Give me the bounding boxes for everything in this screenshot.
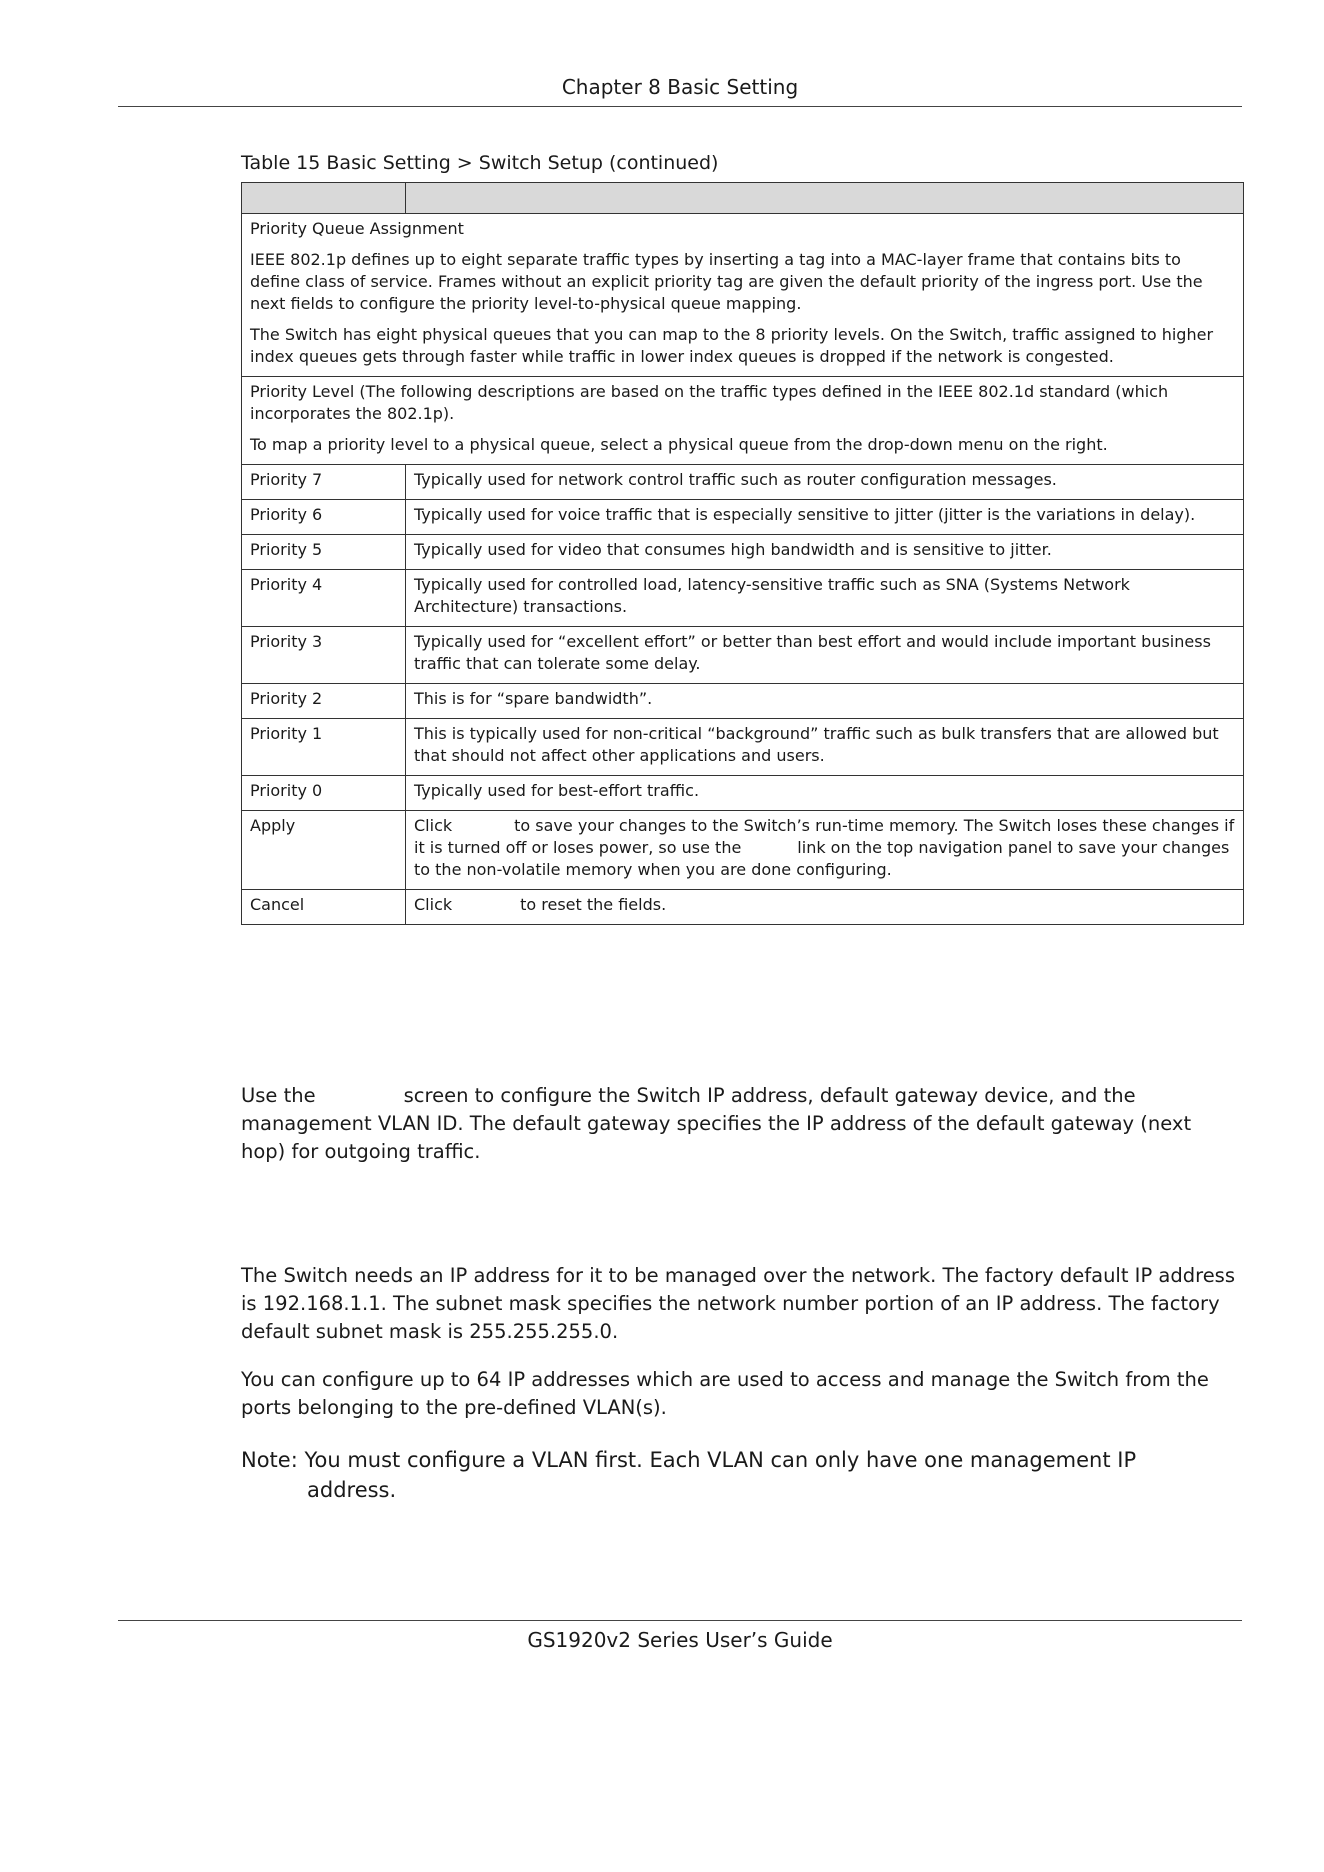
note-line: Note: You must configure a VLAN first. Each VLAN can only have one management IP [241, 1448, 1137, 1472]
table-row [242, 627, 1244, 684]
table-header-row [242, 183, 1244, 214]
row-label: Priority 1 [242, 719, 406, 776]
table-caption: Table 15 Basic Setting > Switch Setup (continued) [241, 152, 719, 174]
table-row [242, 535, 1244, 570]
table-row [242, 719, 1244, 776]
apply-text-3: link on the top navigation panel to save your changes to the non-volatile memory when you are done configuring. [414, 838, 1230, 879]
row-label: Priority 0 [242, 776, 406, 811]
intro-text-1: Use the [241, 1084, 316, 1107]
intro-text-2: screen to configure the Switch IP address, default gateway device, and the management VLAN ID. The default gateway specifies the IP address of the default gateway (next hop) for outgoing traffic. [241, 1084, 1192, 1163]
section-paragraph: IEEE 802.1p defines up to eight separate traffic types by inserting a tag into a MAC-layer frame that contains bits to define class of service. Frames without an explicit priority tag are given the default priority of the ingress port. Use the next fields to configure the priority level-to-physical queue mapping. [250, 250, 1203, 313]
row-description: Typically used for network control traffic such as router configuration messages. [406, 465, 1244, 500]
priority-queue-assignment-cell [242, 214, 1244, 377]
row-label: Cancel [242, 890, 406, 925]
table-row-apply [242, 811, 1244, 890]
header-cell-label [242, 183, 406, 214]
row-description: Typically used for video that consumes high bandwidth and is sensitive to jitter. [406, 535, 1244, 570]
body-paragraph-ip-address: The Switch needs an IP address for it to be managed over the network. The factory default IP address is 192.168.1.1. The subnet mask specifies the network number portion of an IP address. The factory default subnet mask is 255.255.255.0. [241, 1264, 1236, 1343]
row-description: This is typically used for non-critical “background” traffic such as bulk transfers that are allowed but that should not affect other applications and users. [406, 719, 1244, 776]
header-cell-description [406, 183, 1244, 214]
table-row [242, 570, 1244, 627]
row-description: Typically used for controlled load, latency-sensitive traffic such as SNA (Systems Network Architecture) transactions. [406, 570, 1244, 627]
section-title: Priority Queue Assignment [250, 219, 464, 238]
table-row [242, 684, 1244, 719]
table-row-cancel [242, 890, 1244, 925]
note-line: address. [307, 1478, 397, 1502]
row-label: Priority 2 [242, 684, 406, 719]
row-description [406, 890, 1244, 925]
row-label: Priority 7 [242, 465, 406, 500]
cancel-text-1: Click [414, 895, 453, 914]
apply-text-1: Click [414, 816, 453, 835]
guide-title: GS1920v2 Series User’s Guide [527, 1628, 833, 1652]
row-label: Priority 4 [242, 570, 406, 627]
apply-text-2: to save your changes to the Switch’s run-time memory. The Switch loses these changes if it is turned off or loses power, so use the [414, 816, 1235, 857]
section-paragraph: The Switch has eight physical queues that you can map to the 8 priority levels. On the Switch, traffic assigned to higher index queues gets through faster while traffic in lower index queues is dropped if the network is congested. [250, 325, 1214, 366]
row-description [406, 811, 1244, 890]
row-description: Typically used for voice traffic that is especially sensitive to jitter (jitter is the variations in delay). [406, 500, 1244, 535]
body-paragraph-ip-count: You can configure up to 64 IP addresses which are used to access and manage the Switch from the ports belonging to the pre-defined VLAN(s). [241, 1368, 1209, 1419]
priority-level-paragraph: To map a priority level to a physical queue, select a physical queue from the drop-down menu on the right. [250, 435, 1108, 454]
chapter-title: Chapter 8 Basic Setting [561, 75, 799, 99]
body-paragraph-intro [241, 1082, 1241, 1166]
section-row-priority-level [242, 377, 1244, 465]
page-header [118, 70, 1242, 107]
row-description: This is for “spare bandwidth”. [406, 684, 1244, 719]
table-row [242, 465, 1244, 500]
table-row [242, 776, 1244, 811]
note [241, 1445, 1241, 1505]
table-row [242, 500, 1244, 535]
switch-setup-table [241, 182, 1244, 925]
row-label: Priority 6 [242, 500, 406, 535]
row-label: Apply [242, 811, 406, 890]
row-description: Typically used for “excellent effort” or better than best effort and would include important business traffic that can tolerate some delay. [406, 627, 1244, 684]
row-label: Priority 5 [242, 535, 406, 570]
priority-level-cell [242, 377, 1244, 465]
row-label: Priority 3 [242, 627, 406, 684]
priority-level-paragraph: Priority Level (The following descriptions are based on the traffic types defined in the IEEE 802.1d standard (which incorporates the 802.1p). [250, 382, 1169, 423]
cancel-text-2: to reset the fields. [520, 895, 667, 914]
section-row-priority-queue [242, 214, 1244, 377]
row-description: Typically used for best-effort traffic. [406, 776, 1244, 811]
page-footer [118, 1620, 1242, 1657]
